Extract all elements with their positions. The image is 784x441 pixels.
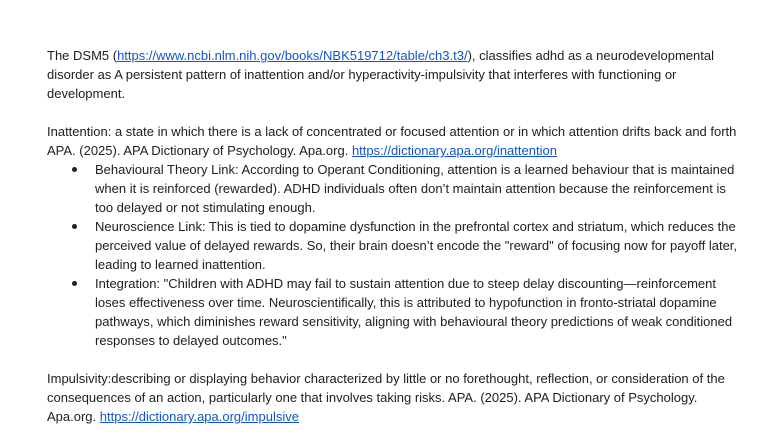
- impulsivity-link[interactable]: https://dictionary.apa.org/impulsive: [99, 409, 299, 424]
- bullet-icon: [72, 224, 77, 229]
- inattention-paragraph: [47, 122, 747, 160]
- inattention-link[interactable]: https://dictionary.apa.org/inattention: [351, 143, 557, 158]
- list-item: [95, 274, 747, 350]
- impulsivity-paragraph: [47, 369, 747, 426]
- bullet-text-neuroscience: Neuroscience Link: This is tied to dopamine dysfunction in the prefrontal cortex and striatum, which reduces the perceived value of delayed rewards. So, their brain doesn’t encode the "reward" of focusing now for payoff later, leading to learned inattention.: [95, 219, 738, 272]
- dsm-paragraph: [47, 46, 747, 103]
- bullet-text-integration: Integration: "Children with ADHD may fail to sustain attention due to steep delay discounting—reinforcement loses effectiveness over time. Neuroscientifically, this is attributed to hypofunction in fronto-striatal dopamine pathways, which diminishes reward sensitivity, aligning with behavioural theory predictions of weak conditioned responses to delayed outcomes.": [95, 276, 733, 348]
- dsm-prefix: The DSM5 (: [47, 48, 118, 63]
- bullet-icon: [72, 167, 77, 172]
- paragraph-spacer: [47, 103, 747, 122]
- inattention-text: Inattention: a state in which there is a lack of concentrated or focused attention or in which attention drifts back and forth APA. (2025). APA Dictionary of Psychology. Apa.org.: [47, 124, 737, 158]
- dsm-link[interactable]: https://www.ncbi.nlm.nih.gov/books/NBK519712/table/ch3.t3/: [117, 48, 468, 63]
- bullet-icon: [72, 281, 77, 286]
- document-body: [47, 46, 747, 426]
- bullet-text-behavioural: Behavioural Theory Link: According to Operant Conditioning, attention is a learned behaviour that is maintained when it is reinforced (rewarded). ADHD individuals often don’t maintain attention because the reinforcement is too delayed or not stimulating enough.: [95, 162, 735, 215]
- dsm-suffix: ), classifies adhd as a neurodevelopmental disorder as A persistent pattern of inattention and/or hyperactivity-impulsivity that interferes with functioning or development.: [47, 48, 714, 101]
- impulsivity-text: Impulsivity:describing or displaying behavior characterized by little or no forethought, reflection, or consideration of the consequences of an action, particularly one that involves taking risks. APA. (2025). APA Dictionary of Psychology. Apa.org.: [47, 371, 725, 424]
- list-item: [95, 217, 747, 274]
- paragraph-spacer: [47, 350, 747, 369]
- inattention-bullet-list: [47, 160, 747, 350]
- list-item: [95, 160, 747, 217]
